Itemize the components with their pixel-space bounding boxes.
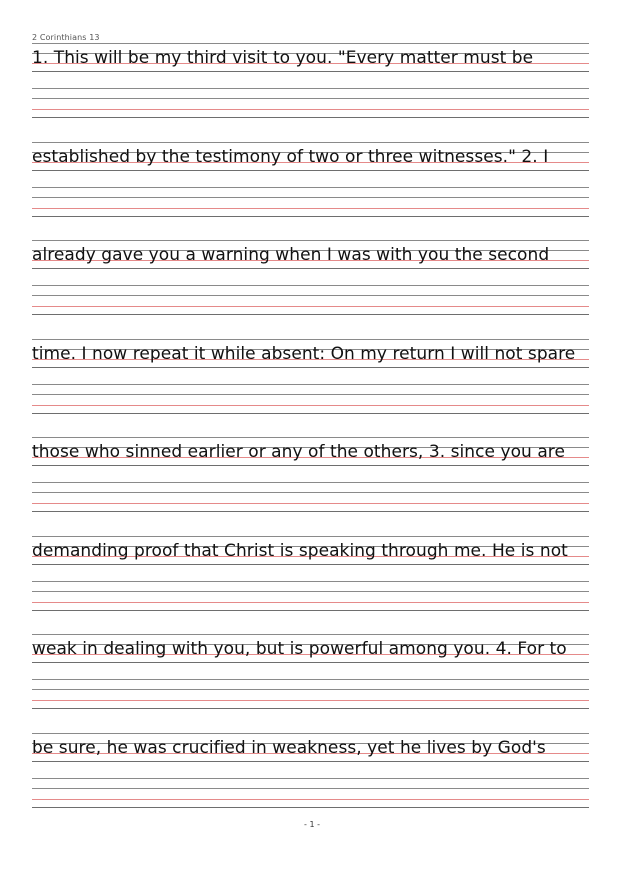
writing-block (32, 437, 589, 527)
gray-guide-line (32, 761, 589, 762)
writing-block (32, 43, 589, 133)
gray-guide-line (32, 117, 589, 118)
page-header: 2 Corinthians 13 (32, 33, 100, 42)
gray-guide-line (32, 339, 589, 340)
writing-block (32, 634, 589, 724)
gray-guide-line (32, 482, 589, 483)
writing-block (32, 536, 589, 626)
gray-guide-line (32, 708, 589, 709)
gray-guide-line (32, 788, 589, 789)
gray-guide-line (32, 679, 589, 680)
tracing-text-line: demanding proof that Christ is speaking through me. He is not (32, 540, 568, 561)
gray-guide-line (32, 610, 589, 611)
gray-guide-line (32, 71, 589, 72)
gray-guide-line (32, 413, 589, 414)
gray-guide-line (32, 43, 589, 44)
gray-guide-line (32, 536, 589, 537)
gray-guide-line (32, 807, 589, 808)
red-guide-line (32, 405, 589, 406)
gray-guide-line (32, 662, 589, 663)
gray-guide-line (32, 240, 589, 241)
gray-guide-line (32, 268, 589, 269)
gray-guide-line (32, 733, 589, 734)
writing-block (32, 733, 589, 823)
red-guide-line (32, 799, 589, 800)
gray-guide-line (32, 437, 589, 438)
gray-guide-line (32, 142, 589, 143)
tracing-text-line: established by the testimony of two or three witnesses." 2. I (32, 146, 549, 167)
red-guide-line (32, 109, 589, 110)
gray-guide-line (32, 689, 589, 690)
gray-guide-line (32, 384, 589, 385)
red-guide-line (32, 602, 589, 603)
tracing-text-line: those who sinned earlier or any of the others, 3. since you are (32, 442, 565, 462)
page-number: - 1 - (304, 820, 320, 829)
gray-guide-line (32, 88, 589, 89)
red-guide-line (32, 700, 589, 701)
red-guide-line (32, 503, 589, 504)
gray-guide-line (32, 170, 589, 171)
gray-guide-line (32, 492, 589, 493)
gray-guide-line (32, 634, 589, 635)
tracing-text-line: 1. This will be my third visit to you. "Every matter must be (32, 48, 534, 68)
tracing-text-line: be sure, he was crucified in weakness, yet he lives by God's (32, 737, 546, 758)
gray-guide-line (32, 197, 589, 198)
gray-guide-line (32, 511, 589, 512)
gray-guide-line (32, 187, 589, 188)
tracing-text-line: already gave you a warning when I was with you the second (32, 245, 550, 265)
gray-guide-line (32, 778, 589, 779)
gray-guide-line (32, 394, 589, 395)
gray-guide-line (32, 295, 589, 296)
gray-guide-line (32, 591, 589, 592)
gray-guide-line (32, 581, 589, 582)
gray-guide-line (32, 98, 589, 99)
writing-block (32, 339, 589, 429)
tracing-text-line: weak in dealing with you, but is powerful among you. 4. For to (32, 639, 567, 659)
red-guide-line (32, 208, 589, 209)
tracing-text-line: time. I now repeat it while absent: On my return I will not spare (32, 343, 576, 364)
gray-guide-line (32, 216, 589, 217)
red-guide-line (32, 306, 589, 307)
writing-block (32, 240, 589, 330)
writing-block (32, 142, 589, 232)
gray-guide-line (32, 465, 589, 466)
gray-guide-line (32, 367, 589, 368)
gray-guide-line (32, 285, 589, 286)
gray-guide-line (32, 564, 589, 565)
gray-guide-line (32, 314, 589, 315)
